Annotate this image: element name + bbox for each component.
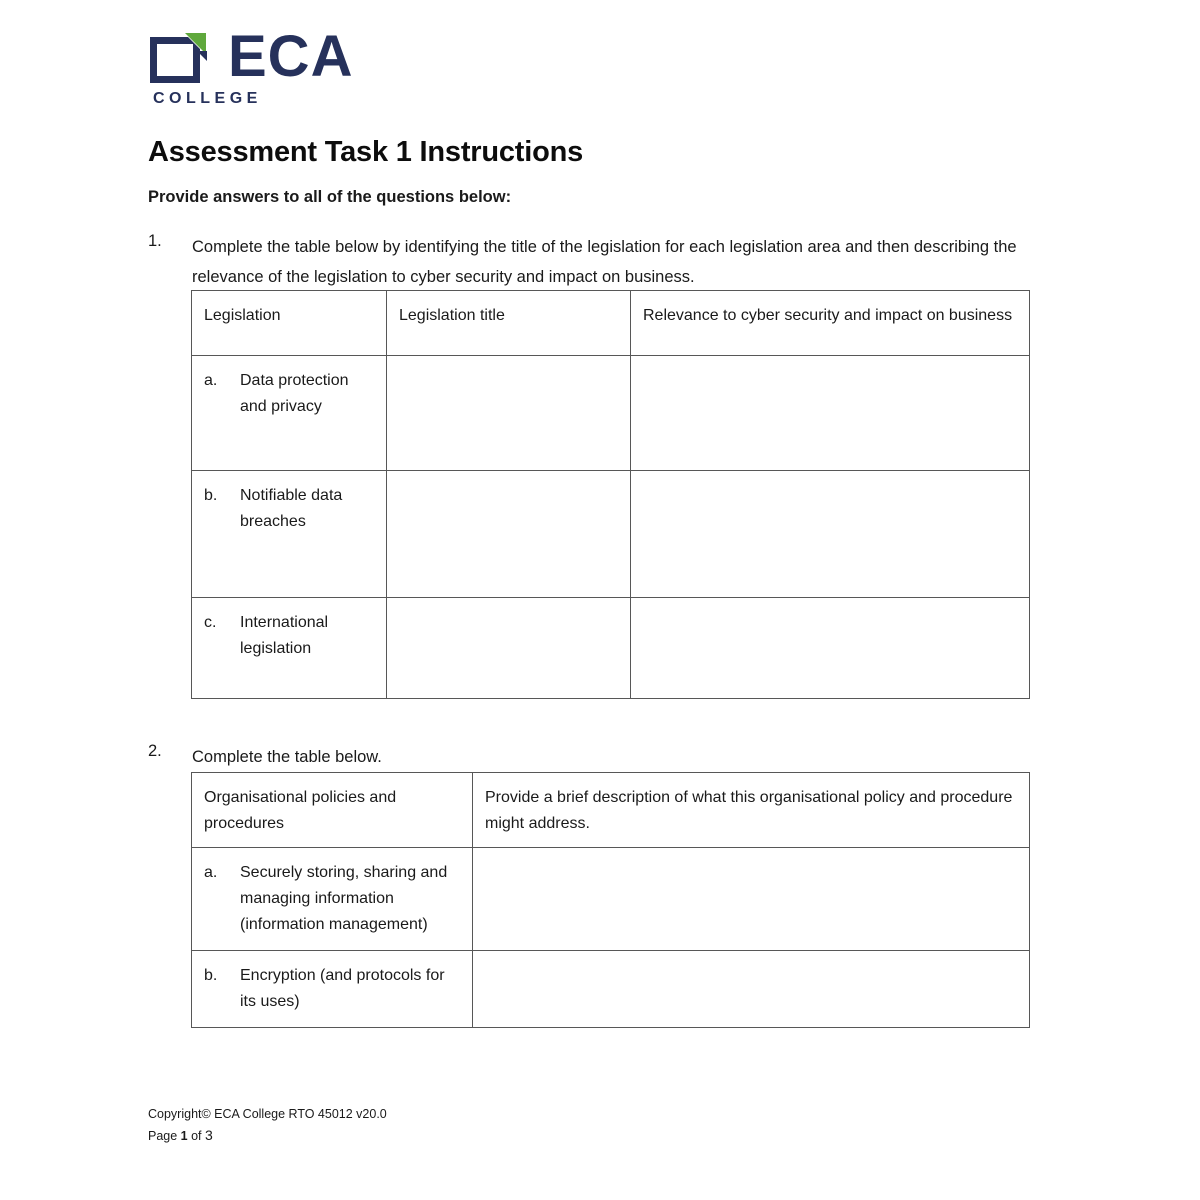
question-1-number: 1.	[148, 232, 162, 250]
question-1-text: Complete the table below by identifying the title of the legislation for each legislation area and then describing the relevance of the legislation to cyber security and impact on business.	[192, 238, 1017, 286]
logo-corner-fold	[197, 51, 207, 61]
question-1	[148, 232, 1048, 292]
policies-table	[191, 772, 1030, 1028]
answer-relevance-c[interactable]	[631, 598, 1030, 699]
policy-item-a	[192, 848, 473, 951]
column-header-description: Provide a brief description of what this organisational policy and procedure might address.	[473, 773, 1030, 848]
column-header-legislation: Legislation	[192, 291, 387, 356]
page-title: Assessment Task 1 Instructions	[148, 136, 584, 168]
answer-legislation-title-c[interactable]	[387, 598, 631, 699]
logo-wordmark: ECA	[228, 24, 354, 89]
legislation-item-a	[192, 356, 387, 471]
answer-relevance-b[interactable]	[631, 471, 1030, 598]
item-label: Data protection and privacy	[240, 372, 349, 415]
column-header-policies: Organisational policies and procedures	[192, 773, 473, 848]
question-2	[148, 742, 1048, 772]
legislation-table	[191, 290, 1030, 699]
item-label: Encryption (and protocols for its uses)	[240, 967, 445, 1010]
answer-legislation-title-b[interactable]	[387, 471, 631, 598]
column-header-legislation-title: Legislation title	[387, 291, 631, 356]
table-row	[192, 356, 1030, 471]
policy-item-b	[192, 951, 473, 1028]
item-letter: a.	[204, 864, 218, 881]
item-letter: c.	[204, 614, 217, 631]
answer-relevance-a[interactable]	[631, 356, 1030, 471]
table-row	[192, 848, 1030, 951]
page-footer	[148, 1104, 387, 1147]
answer-legislation-title-a[interactable]	[387, 356, 631, 471]
footer-page-middle: of	[187, 1129, 205, 1143]
instructions-intro: Provide answers to all of the questions below:	[148, 188, 512, 206]
column-header-relevance: Relevance to cyber security and impact on business	[631, 291, 1030, 356]
item-label: International legislation	[240, 614, 329, 657]
logo-subtitle: COLLEGE	[153, 90, 262, 107]
legislation-item-c	[192, 598, 387, 699]
footer-page-prefix: Page	[148, 1129, 181, 1143]
table-row	[192, 951, 1030, 1028]
table-row	[192, 471, 1030, 598]
legislation-item-b	[192, 471, 387, 598]
footer-page-number	[148, 1125, 387, 1147]
footer-copyright: Copyright© ECA College RTO 45012 v20.0	[148, 1107, 387, 1121]
item-label: Securely storing, sharing and managing information (information management)	[240, 864, 448, 933]
question-2-text: Complete the table below.	[192, 748, 382, 766]
eca-college-logo	[148, 24, 468, 113]
table-header-row	[192, 773, 1030, 848]
item-letter: a.	[204, 372, 218, 389]
footer-page-total: 3	[205, 1127, 213, 1143]
answer-description-a[interactable]	[473, 848, 1030, 951]
footer-page-current: 1	[180, 1129, 188, 1143]
item-letter: b.	[204, 487, 218, 504]
table-header-row	[192, 291, 1030, 356]
item-label: Notifiable data breaches	[240, 487, 343, 530]
question-2-number: 2.	[148, 742, 162, 760]
item-letter: b.	[204, 967, 218, 984]
answer-description-b[interactable]	[473, 951, 1030, 1028]
document-folded-corner-icon	[148, 31, 210, 89]
table-row	[192, 598, 1030, 699]
